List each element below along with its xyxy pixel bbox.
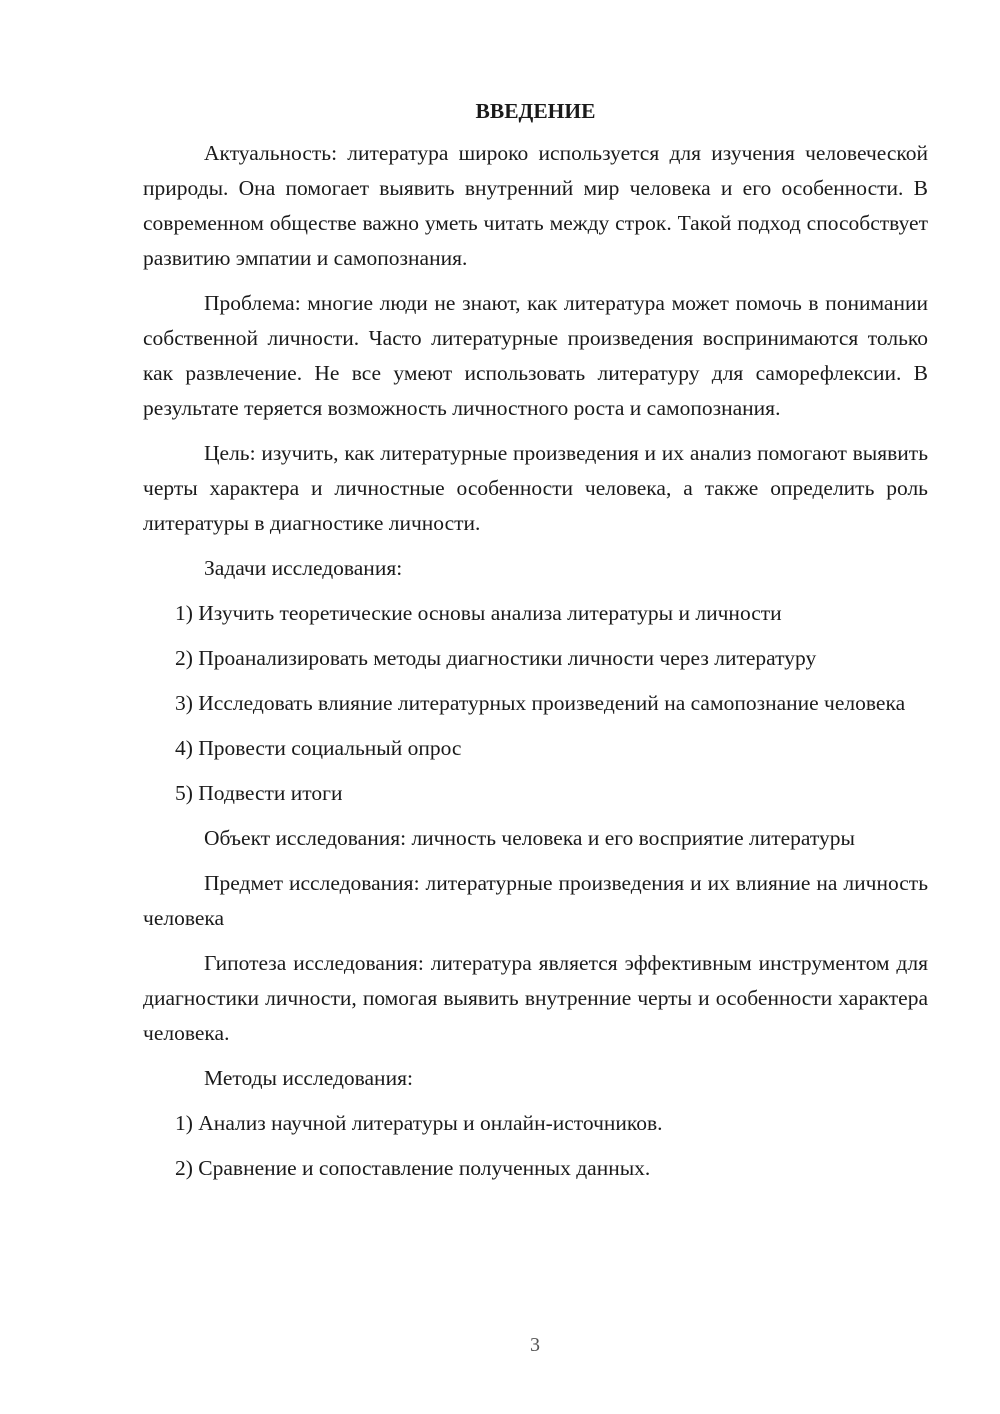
goal-paragraph: Цель: изучить, как литературные произведения и их анализ помогают выявить черты характера и личностные особенности человека, а также определить роль литературы в диагностике личности. [143,441,928,535]
relevance-paragraph: Актуальность: литература широко используется для изучения человеческой природы. Она помогает выявить внутренний мир человека и его особенности. В современном обществе важно уметь читать между строк. Такой подход способствует развитию эмпатии и самопознания. [143,141,928,270]
methods-heading: Методы исследования: [204,1066,413,1090]
task-item: 1) Изучить теоретические основы анализа литературы и личности [175,601,782,625]
page-number: 3 [530,1334,540,1356]
task-item: 2) Проанализировать методы диагностики личности через литературу [175,646,817,670]
hypothesis-paragraph: Гипотеза исследования: литература является эффективным инструментом для диагностики личности, помогая выявить внутренние черты и особенности характера человека. [143,951,928,1045]
task-item: 5) Подвести итоги [175,781,343,805]
method-item: 1) Анализ научной литературы и онлайн-источников. [175,1111,663,1135]
subject-paragraph: Предмет исследования: литературные произведения и их влияние на личность человека [143,871,928,930]
problem-paragraph: Проблема: многие люди не знают, как литература может помочь в понимании собственной личности. Часто литературные произведения воспринимаются только как развлечение. Не все умеют использовать литературу для саморефлексии. В результате теряется возможность личностного роста и самопознания. [143,291,928,420]
section-title: ВВЕДЕНИЕ [475,99,596,123]
object-paragraph: Объект исследования: личность человека и его восприятие литературы [204,826,855,850]
tasks-heading: Задачи исследования: [204,556,403,580]
task-item: 3) Исследовать влияние литературных произведений на самопознание человека [175,691,906,715]
document-page [143,95,928,1196]
task-item: 4) Провести социальный опрос [175,736,462,760]
method-item: 2) Сравнение и сопоставление полученных данных. [175,1156,651,1180]
